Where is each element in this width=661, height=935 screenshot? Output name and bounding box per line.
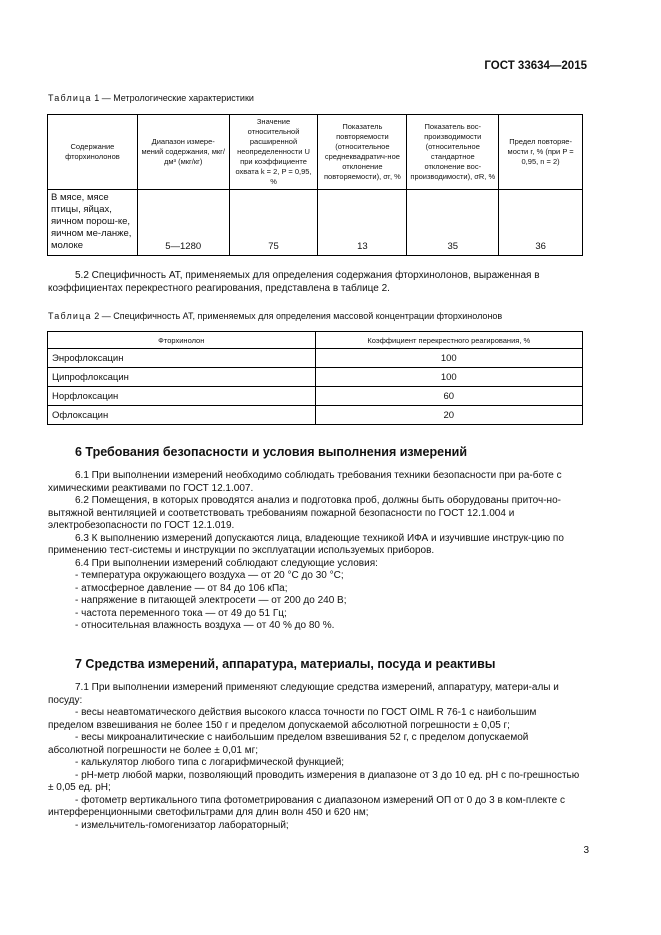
section7-body <box>48 682 583 832</box>
paragraph-6-3: 6.3 К выполнению измерений допускаются лица, владеющие техникой ИФА и изучившие инструк-цию по применению тест-системы и инструкции по эксплуатации используемых приборов. <box>48 532 564 556</box>
list-item: - температура окружающего воздуха — от 20 °С до 30 °С; <box>75 570 344 581</box>
table-cell: Норфлоксацин <box>48 387 316 406</box>
header-cell: Фторхинолон <box>48 332 316 349</box>
list-item: - атмосферное давление — от 84 до 106 кПа; <box>75 582 288 594</box>
header-cell: Показатель повторяемости (относительное среднеквадратич-ное отклонение повторяемости), σr, % <box>318 115 407 190</box>
paragraph-5-2: 5.2 Специфичность АТ, применяемых для определения содержания фторхинолонов, выраженная в коэффициентах перекрестного реагирования, представлена в таблице 2. <box>48 270 540 294</box>
paragraph-7-1: 7.1 При выполнении измерений применяют следующие средства измерений, аппаратуру, матери-алы и посуду: <box>48 682 559 706</box>
table-cell: 20 <box>315 406 582 425</box>
table-cell: 100 <box>315 349 582 368</box>
list-item: - рН-метр любой марки, позволяющий проводить измерения в диапазоне от 3 до 10 ед. рН с по-грешностью ± 0,05 ед. рН; <box>48 769 580 793</box>
list-item: - фотометр вертикального типа фотометрирования с диапазоном измерений ОП от 0 до 3 в ком-плекте с интерференционными светофильтрами для длин волн 450 и 620 нм; <box>48 794 565 818</box>
table-cell: 13 <box>318 190 407 256</box>
header-cell: Значение относительной расширенной неопределенности U при коэффициенте охвата k = 2, P = 0,95, % <box>229 115 318 190</box>
header-cell: Содержание фторхинолонов <box>48 115 138 190</box>
section6-body <box>48 470 583 633</box>
section6-heading: 6 Требования безопасности и условия выполнения измерений <box>75 445 468 459</box>
table-cell: 35 <box>407 190 499 256</box>
section7-heading: 7 Средства измерений, аппаратура, материалы, посуда и реактивы <box>75 657 496 671</box>
list-item: - весы неавтоматического действия высокого класса точности по ГОСТ OIML R 76-1 с наибольшим пределом взвешивания не более 150 г и пределом допускаемой абсолютной погрешности ± 0,05 г; <box>48 707 537 731</box>
list-item: - напряжение в питающей электросети — от 200 до 240 В; <box>75 595 347 606</box>
specificity-table <box>47 331 583 425</box>
header-cell: Показатель вос-производимости (относительное стандартное отклонение вос-производимости), σR, % <box>407 115 499 190</box>
table2-caption: Таблица 2 — Специфичность АТ, применяемых для определения массовой концентрации фторхинолонов <box>48 311 503 321</box>
table-cell: В мясе, мясе птицы, яйцах, яичном порош-ке, яичном ме-ланже, молоке <box>48 190 138 256</box>
metrology-table <box>47 114 583 256</box>
list-item: - калькулятор любого типа с логарифмической функцией; <box>75 757 345 768</box>
list-item: - частота переменного тока — от 49 до 51 Гц; <box>75 607 287 619</box>
paragraph-6-1: 6.1 При выполнении измерений необходимо соблюдать требования техники безопасности при ра-боте с химическими реактивами по ГОСТ 12.1.007. <box>48 470 562 494</box>
table-cell: Энрофлоксацин <box>48 349 316 368</box>
table-row <box>48 349 583 368</box>
header-cell: Коэффициент перекрестного реагирования, % <box>315 332 582 349</box>
paragraph-6-4: 6.4 При выполнении измерений соблюдают следующие условия: <box>75 557 378 569</box>
list-item: - измельчитель-гомогенизатор лабораторный; <box>75 819 289 831</box>
table1-caption: Таблица 1 — Метрологические характеристики <box>48 93 254 103</box>
list-item: - весы микроаналитические с наибольшим пределом взвешивания 52 г, с пределом допускаемой абсолютной погрешности не более ± 0,01 мг; <box>48 732 529 756</box>
table-cell: 100 <box>315 368 582 387</box>
table-row <box>48 387 583 406</box>
table-cell: 60 <box>315 387 582 406</box>
table-cell: 36 <box>499 190 583 256</box>
standard-number: ГОСТ 33634—2015 <box>484 60 587 72</box>
table-cell: 5—1280 <box>137 190 229 256</box>
list-item: - относительная влажность воздуха — от 40 % до 80 %. <box>75 620 335 631</box>
page-number: 3 <box>583 845 589 856</box>
table-row <box>48 190 583 256</box>
table-row <box>48 368 583 387</box>
header-cell: Предел повторяе-мости r, % (при P = 0,95, n = 2) <box>499 115 583 190</box>
table-cell: Ципрофлоксацин <box>48 368 316 387</box>
table-cell: Офлоксацин <box>48 406 316 425</box>
table-row <box>48 406 583 425</box>
table-cell: 75 <box>229 190 318 256</box>
paragraph-6-2: 6.2 Помещения, в которых проводятся анализ и подготовка проб, должны быть оборудованы приточ-но-вытяжной вентиляцией и соответствовать требованиям пожарной безопасности по ГОСТ 12.1.004 и электробезопасности по ГОСТ 12.1.019. <box>48 495 561 531</box>
header-cell: Диапазон измере-мений содержания, мкг/дм³ (мкг/кг) <box>137 115 229 190</box>
